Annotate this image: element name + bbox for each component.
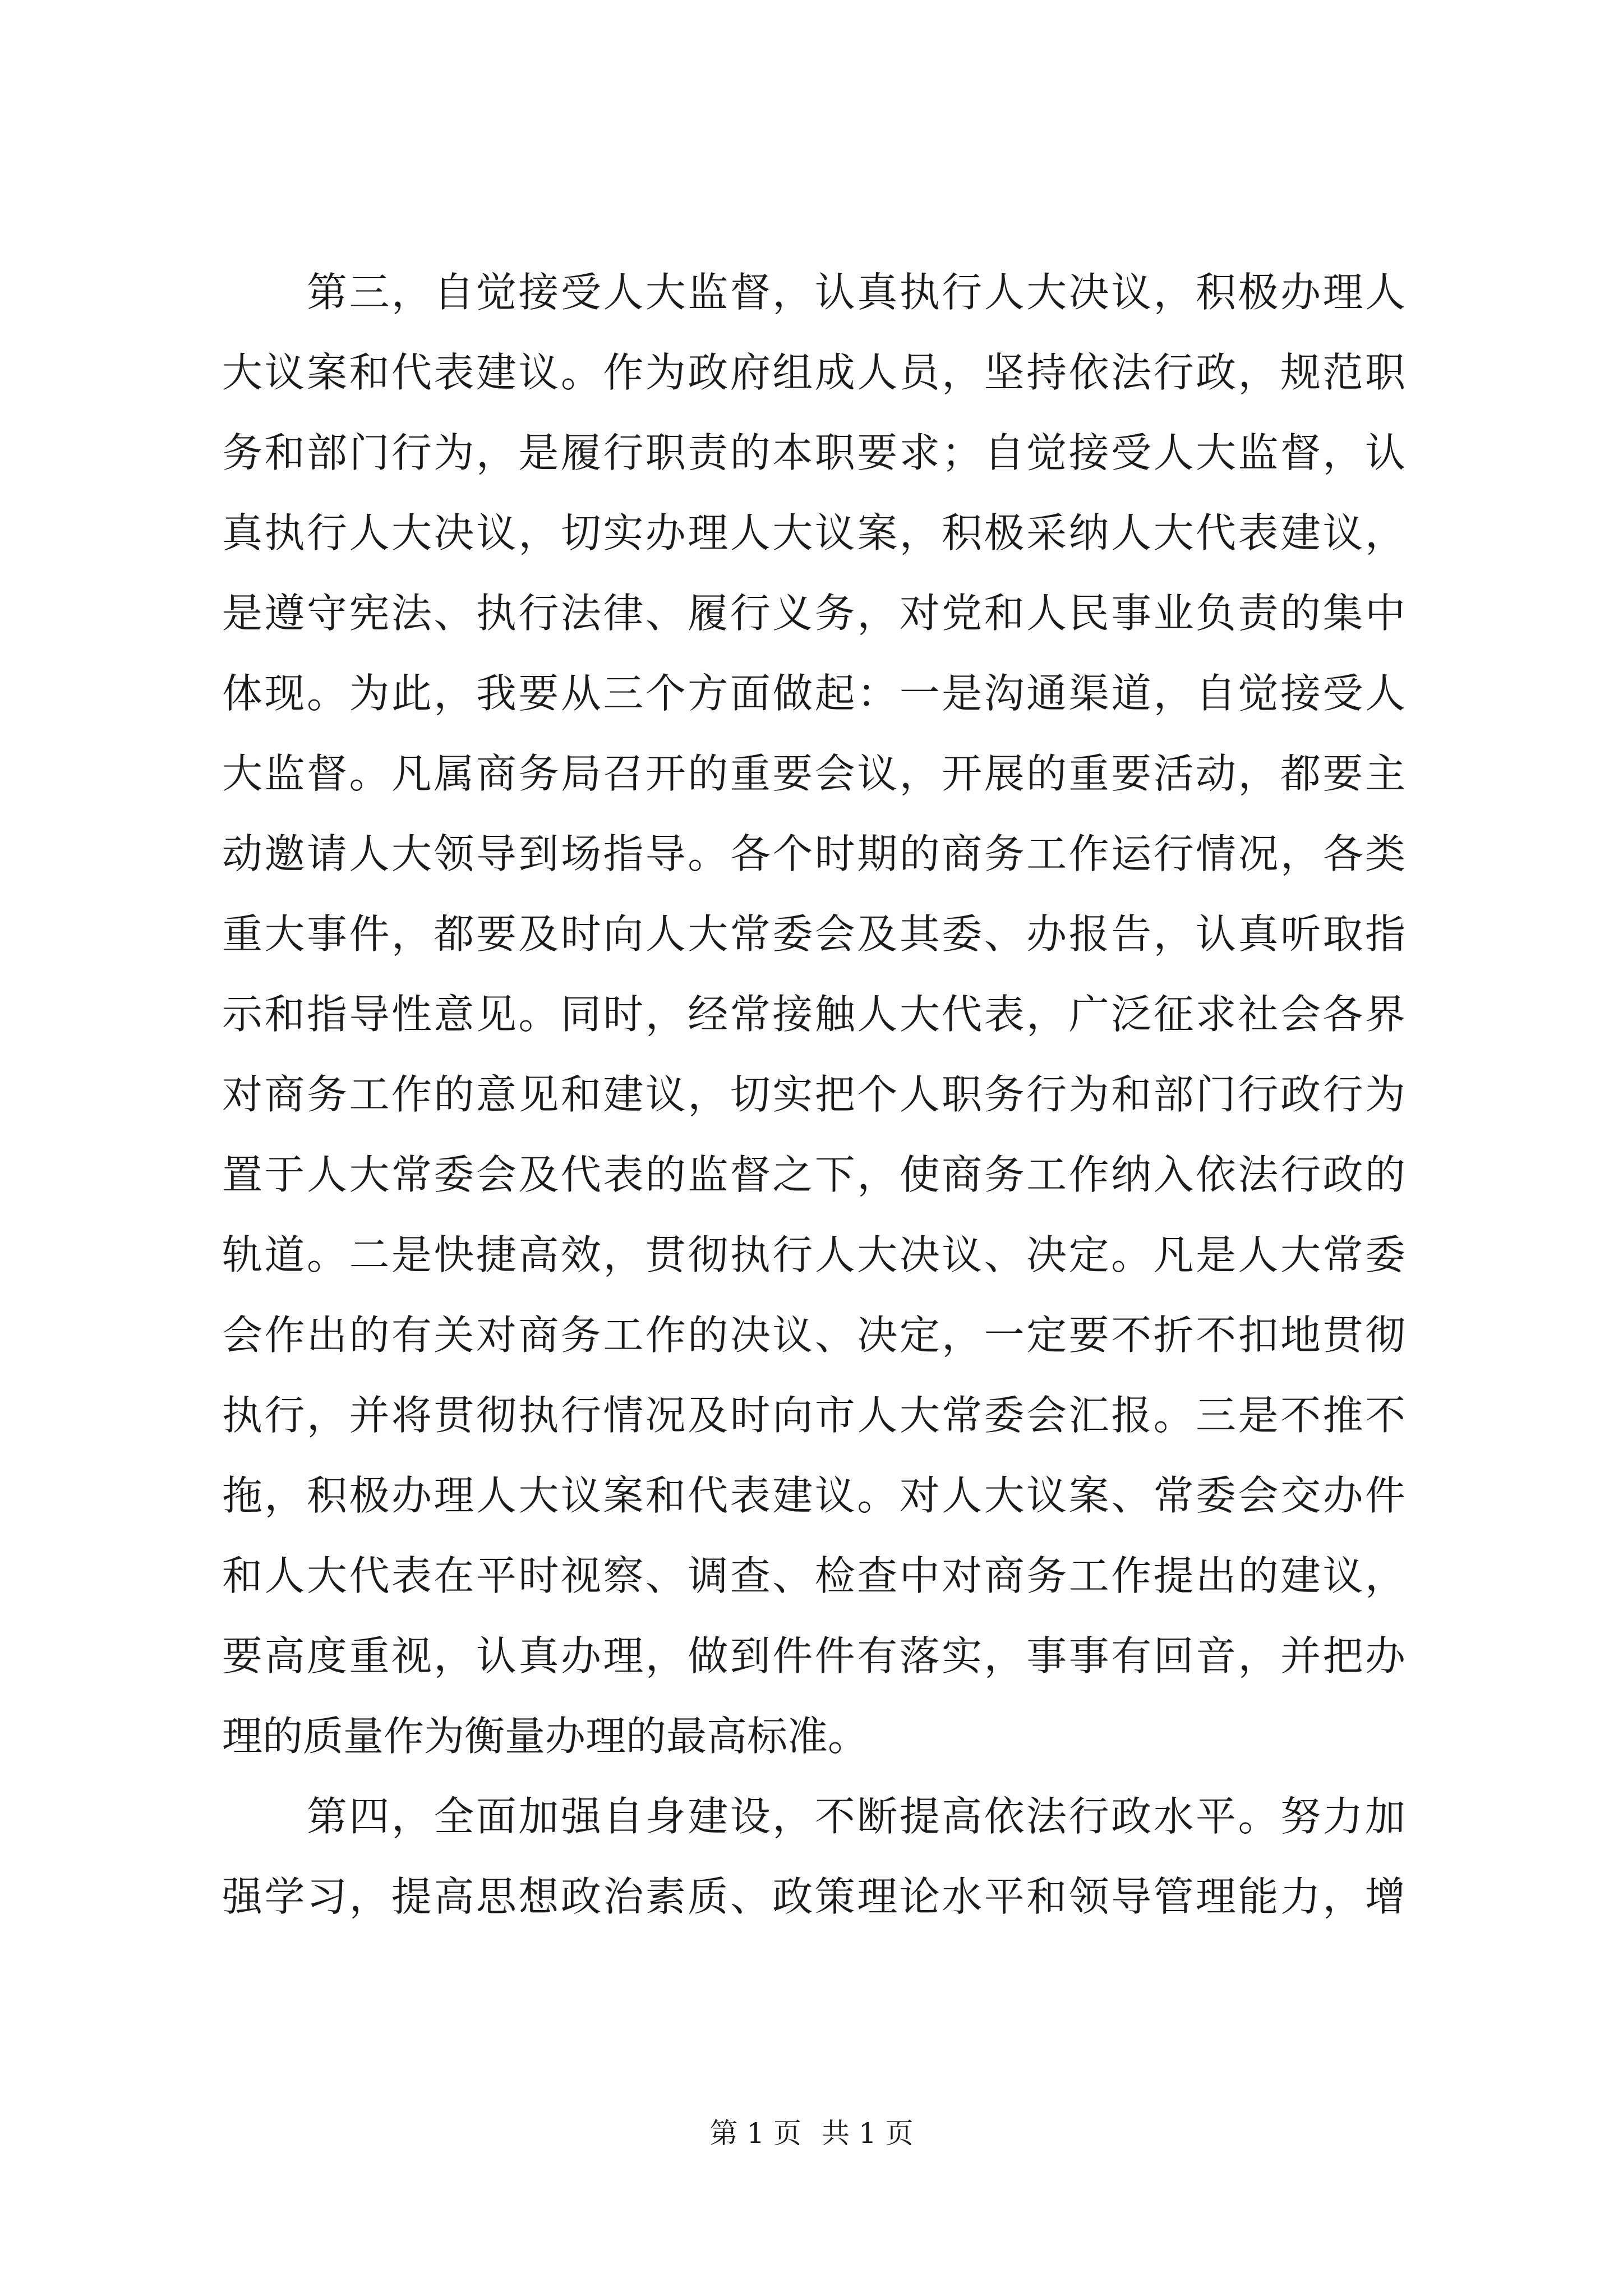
text-line: 大监督。凡属商务局召开的重要会议，开展的重要活动，都要主 [222, 750, 1405, 797]
text-line: 重大事件，都要及时向人大常委会及其委、办报告，认真听取指 [222, 910, 1405, 958]
text-line: 第三，自觉接受人大监督，认真执行人大决议，积极办理人 [222, 269, 1405, 316]
text-line: 轨道。二是快捷高效，贯彻执行人大决议、决定。凡是人大常委 [222, 1231, 1405, 1278]
text-line: 示和指导性意见。同时，经常接触人大代表，广泛征求社会各界 [222, 991, 1405, 1038]
text-line: 拖，积极办理人大议案和代表建议。对人大议案、常委会交办件 [222, 1472, 1405, 1519]
text-line: 是遵守宪法、执行法律、履行义务，对党和人民事业负责的集中 [222, 590, 1405, 637]
body-text [222, 252, 1405, 1937]
page-total: 共 1 页 [821, 2117, 914, 2150]
text-line: 执行，并将贯彻执行情况及时向市人大常委会汇报。三是不推不 [222, 1392, 1405, 1439]
page-number: 第 1 页 [709, 2117, 802, 2150]
text-line: 理的质量作为衡量办理的最高标准。 [222, 1713, 869, 1760]
text-line: 第四，全面加强自身建设，不断提高依法行政水平。努力加 [222, 1793, 1405, 1840]
text-line: 真执行人大决议，切实办理人大议案，积极采纳人大代表建议， [222, 509, 1405, 556]
text-line: 和人大代表在平时视察、调查、检查中对商务工作提出的建议， [222, 1552, 1405, 1599]
text-line: 要高度重视，认真办理，做到件件有落实，事事有回音，并把办 [222, 1632, 1405, 1680]
text-line: 动邀请人大领导到场指导。各个时期的商务工作运行情况，各类 [222, 830, 1405, 877]
page-footer [0, 2114, 1623, 2153]
text-line: 对商务工作的意见和建议，切实把个人职务行为和部门行政行为 [222, 1071, 1405, 1118]
text-line: 体现。为此，我要从三个方面做起：一是沟通渠道，自觉接受人 [222, 670, 1405, 717]
text-line: 务和部门行为，是履行职责的本职要求；自觉接受人大监督，认 [222, 429, 1405, 476]
text-line: 会作出的有关对商务工作的决议、决定，一定要不折不扣地贯彻 [222, 1312, 1405, 1359]
text-line: 强学习，提高思想政治素质、政策理论水平和领导管理能力，增 [222, 1873, 1405, 1920]
text-line: 置于人大常委会及代表的监督之下，使商务工作纳入依法行政的 [222, 1151, 1405, 1198]
text-line: 大议案和代表建议。作为政府组成人员，坚持依法行政，规范职 [222, 349, 1405, 396]
